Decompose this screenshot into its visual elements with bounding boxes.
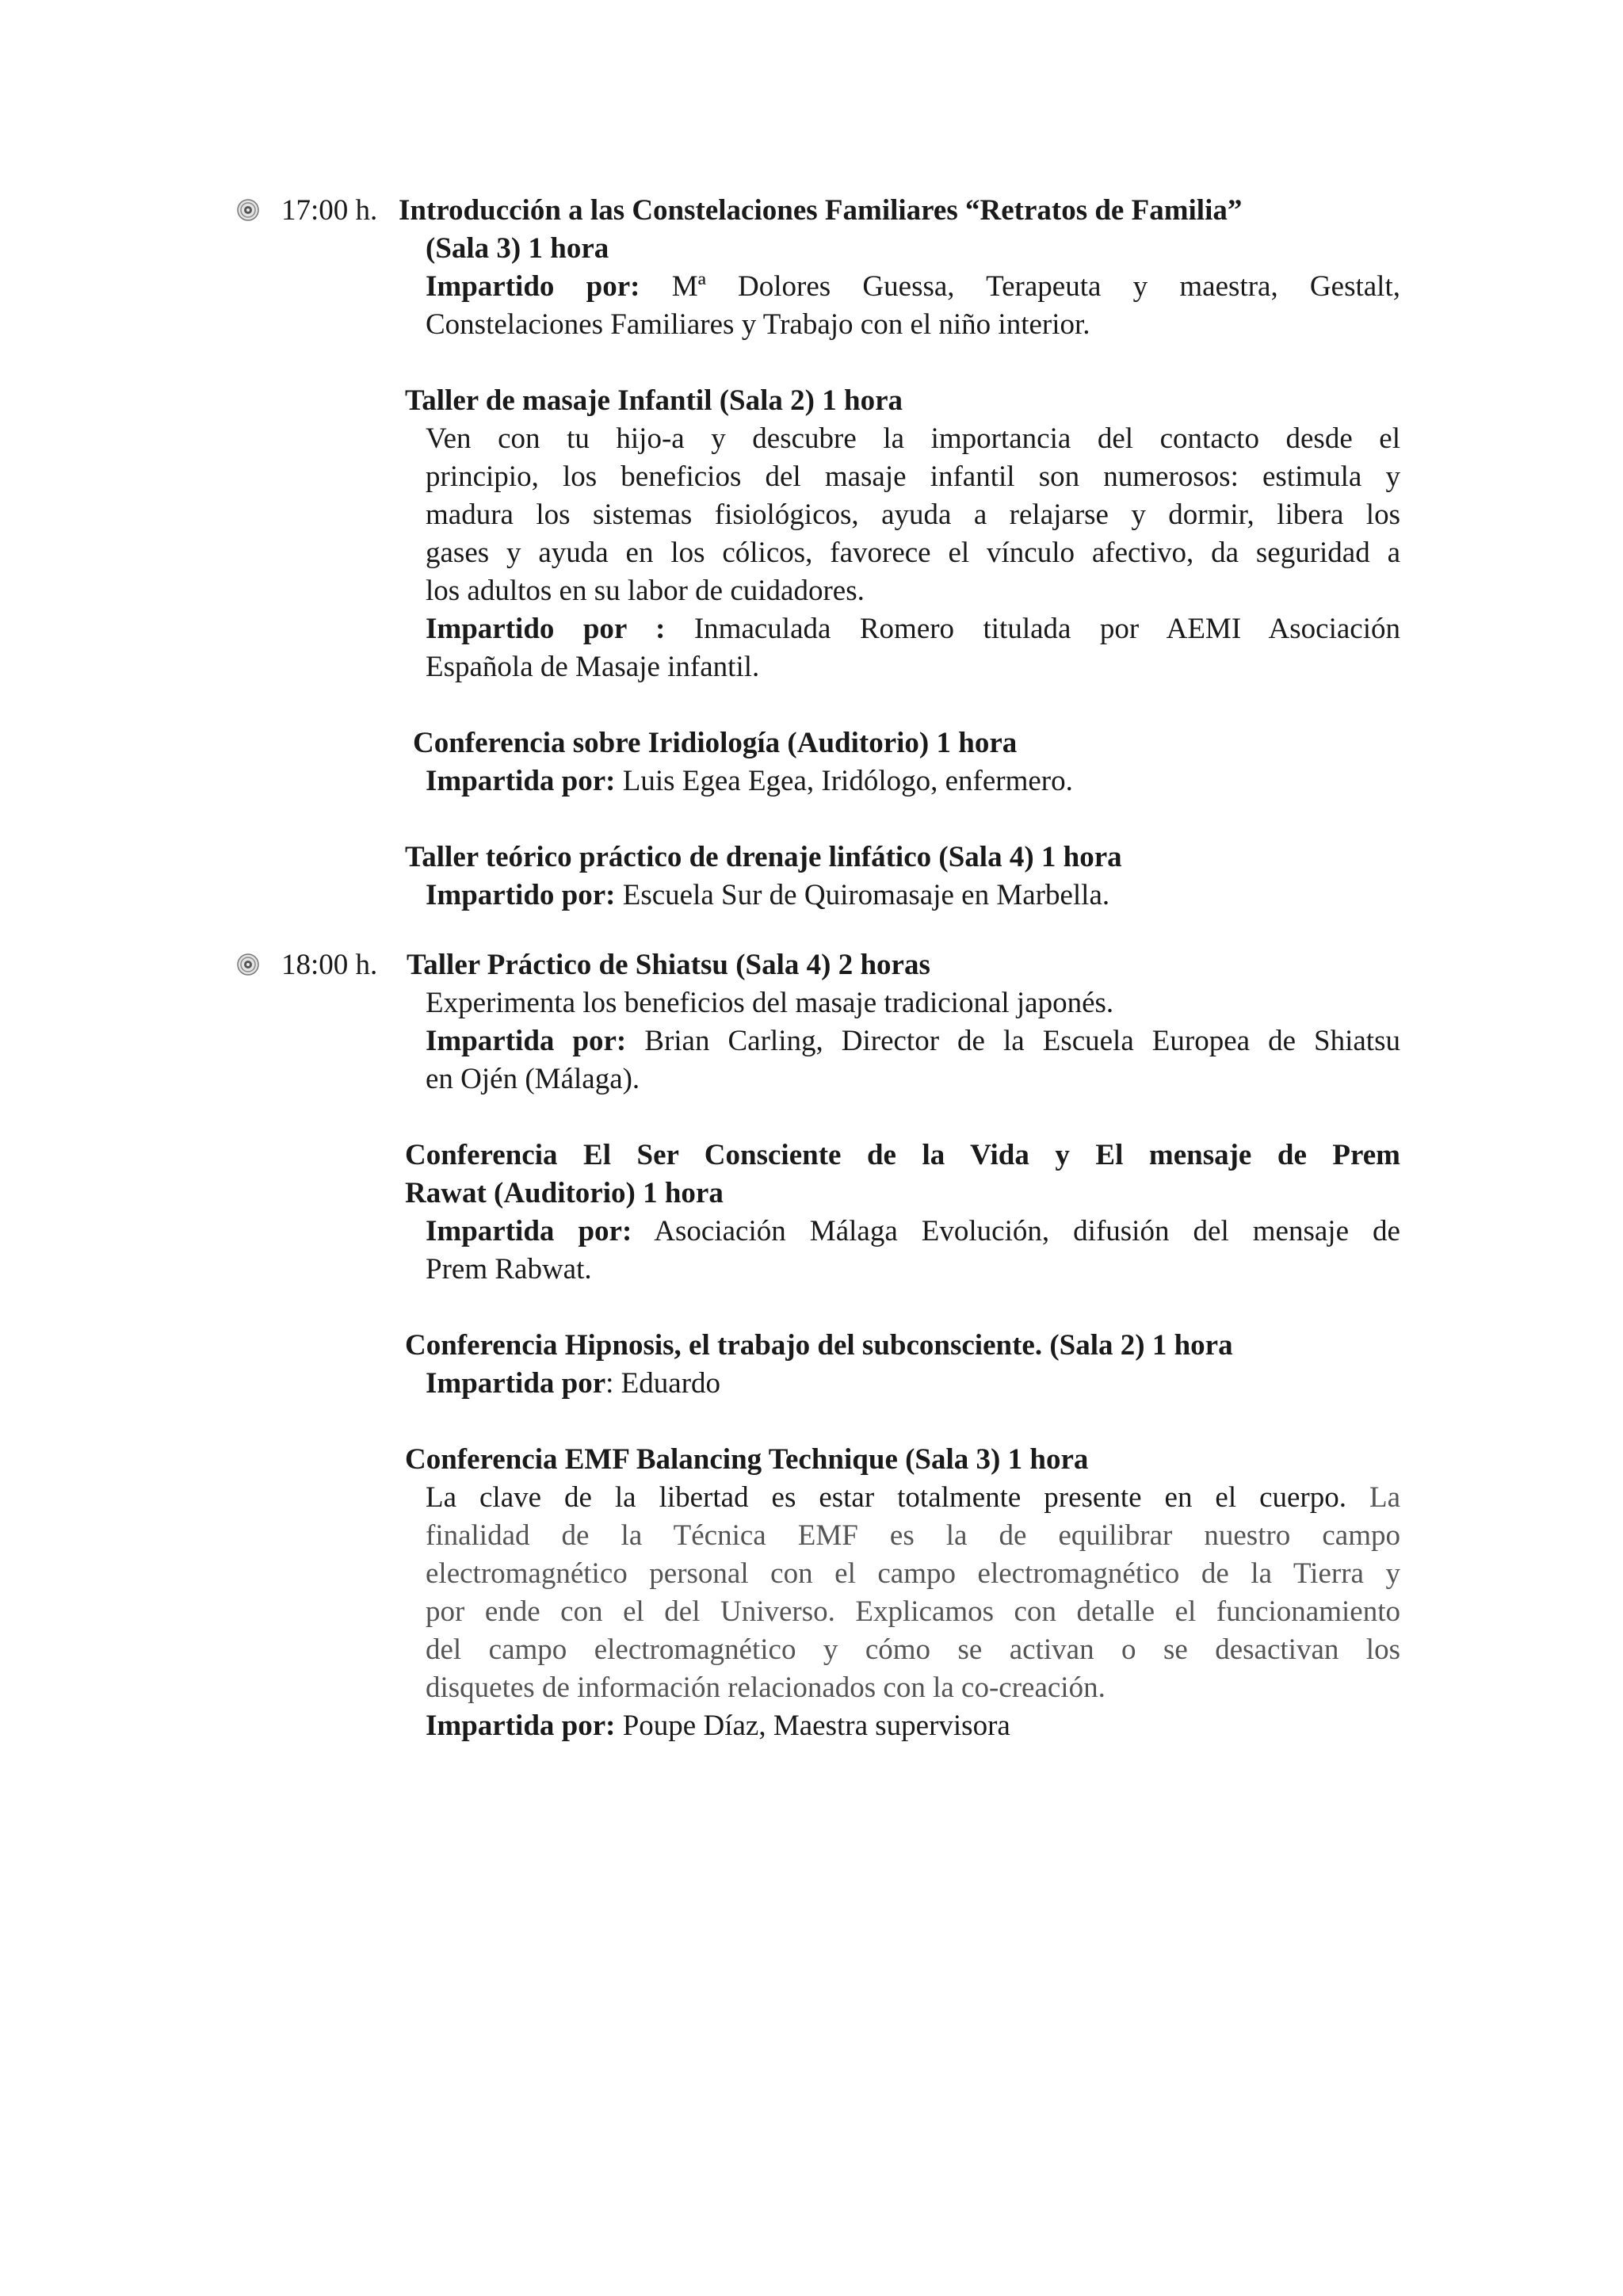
emf-desc-line [426,1479,1400,1517]
by-text: Brian Carling, Director de la Escuela Europea de Shiatsu [626,1025,1400,1057]
session-time-1700: 17:00 h. [281,194,378,227]
emf-by-line [426,1707,1010,1745]
session-time-1800: 18:00 h. [281,949,378,981]
emf-desc-line: electromagnético personal con el campo electromagnético de la Tierra y [426,1557,1400,1590]
by-text: Inmaculada Romero titulada por AEMI Asociación [665,613,1400,645]
session-title-constelaciones: Introducción a las Constelaciones Familiares “Retratos de Familia” [399,194,1243,227]
session-title-constelaciones-cont: (Sala 3) 1 hora [426,232,609,265]
masaje-by-line-1 [426,610,1400,648]
item-title-iridiologia: Conferencia sobre Iridiología (Auditorio) 1 hora [413,727,1018,759]
emf-desc-line: disquetes de información relacionados con la co-creación. [426,1671,1106,1704]
shiatsu-by-line-2: en Ojén (Málaga). [426,1063,640,1095]
by-text: Poupe Díaz, Maestra supervisora [615,1710,1010,1742]
prem-by-line-2: Prem Rabwat. [426,1253,592,1286]
by-text: Asociación Málaga Evolución, difusión del mensaje de [632,1215,1400,1247]
masaje-desc-line: los adultos en su labor de cuidadores. [426,575,865,607]
by-text: Luis Egea Egea, Iridólogo, enfermero. [615,765,1073,797]
item-title-hipnosis: Conferencia Hipnosis, el trabajo del subconsciente. (Sala 2) 1 hora [405,1329,1233,1362]
drenaje-by-line [426,877,1109,915]
by-text: Mª Dolores Guessa, Terapeuta y maestra, Gestalt, [640,270,1400,303]
masaje-desc-line: Ven con tu hijo-a y descubre la importancia del contacto desde el [426,422,1400,455]
item-title-shiatsu: Taller Práctico de Shiatsu (Sala 4) 2 horas [407,949,930,981]
item-title-emf: Conferencia EMF Balancing Technique (Sala 3) 1 hora [405,1443,1089,1476]
emf-desc-line: por ende con el del Universo. Explicamos con detalle el funcionamiento [426,1595,1400,1628]
masaje-desc-line: madura los sistemas fisiológicos, ayuda a relajarse y dormir, libera los [426,499,1400,531]
emf-desc-grey: La [1346,1481,1400,1514]
constelaciones-by-line-2: Constelaciones Familiares y Trabajo con el niño interior. [426,308,1090,341]
iridiologia-by-line [426,762,1073,800]
by-label: Impartido por: [426,270,640,303]
by-label: Impartido por : [426,613,666,645]
masaje-desc-line: principio, los beneficios del masaje infantil son numerosos: estimula y [426,460,1400,493]
masaje-by-line-2: Española de Masaje infantil. [426,651,760,683]
emf-desc-line: del campo electromagnético y cómo se activan o se desactivan los [426,1633,1400,1666]
item-title-prem-line-2: Rawat (Auditorio) 1 hora [405,1177,724,1209]
item-title-masaje: Taller de masaje Infantil (Sala 2) 1 hora [405,384,903,417]
item-title-drenaje: Taller teórico práctico de drenaje linfático (Sala 4) 1 hora [405,841,1122,873]
shiatsu-by-line-1 [426,1022,1400,1060]
constelaciones-by-line-1 [426,268,1400,306]
flower-bullet-icon [236,953,260,976]
by-label: Impartida por [426,1367,606,1400]
by-label: Impartida por: [426,1215,632,1247]
by-label: Impartida por: [426,1710,616,1742]
by-label: Impartida por: [426,1025,627,1057]
by-text: Escuela Sur de Quiromasaje en Marbella. [615,879,1110,911]
hipnosis-by-line [426,1365,720,1403]
prem-by-line-1 [426,1213,1400,1251]
emf-desc-dark: La clave de la libertad es estar totalmente presente en el cuerpo. [426,1481,1346,1514]
shiatsu-desc: Experimenta los beneficios del masaje tradicional japonés. [426,987,1114,1019]
masaje-desc-line: gases y ayuda en los cólicos, favorece el vínculo afectivo, da seguridad a [426,537,1400,569]
by-text: : Eduardo [605,1367,721,1400]
item-title-prem-line-1: Conferencia El Ser Consciente de la Vida y El mensaje de Prem [405,1139,1400,1171]
by-label: Impartido por: [426,879,616,911]
emf-desc-line: finalidad de la Técnica EMF es la de equilibrar nuestro campo [426,1519,1400,1552]
by-label: Impartida por: [426,765,616,797]
flower-bullet-icon [236,198,260,222]
